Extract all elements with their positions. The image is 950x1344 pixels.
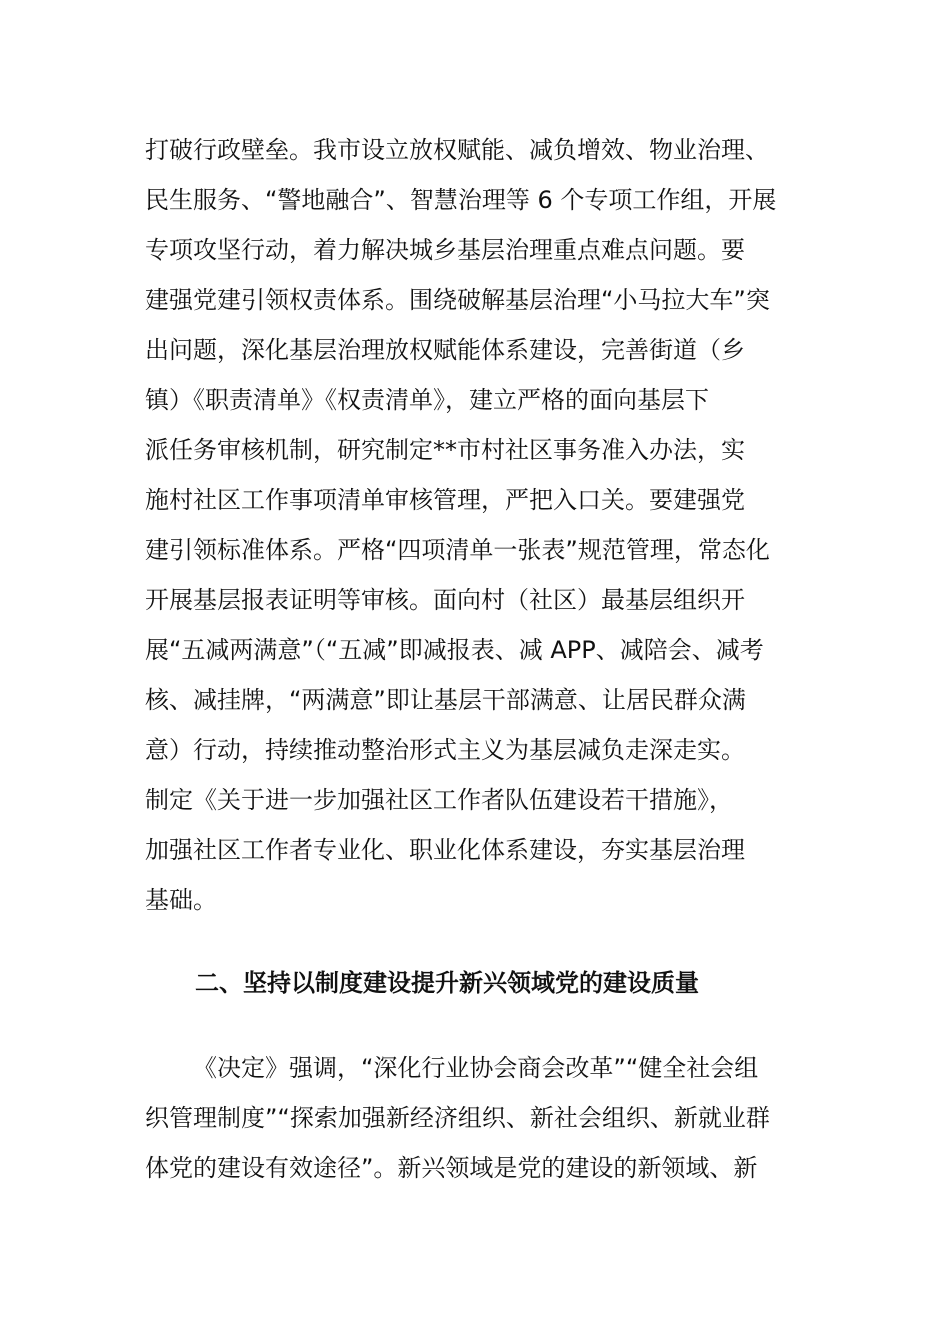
text-line: 织管理制度”“探索加强新经济组织、新社会组织、新就业群 <box>145 1104 770 1132</box>
text-line: 核、减挂牌，“两满意”即让基层干部满意、让居民群众满 <box>145 686 746 714</box>
text-line: 建强党建引领权责体系。围绕破解基层治理“小马拉大车”突 <box>145 286 770 314</box>
text-line: 《决定》强调，“深化行业协会商会改革”“健全社会组 <box>193 1054 759 1082</box>
text-line: 出问题，深化基层治理放权赋能体系建设，完善街道（乡 <box>145 336 745 364</box>
text-line: 基础。 <box>145 886 217 914</box>
text-line: 体党的建设有效途径”。新兴领域是党的建设的新领域、新 <box>145 1154 758 1182</box>
text-line: 开展基层报表证明等审核。面向村（社区）最基层组织开 <box>145 586 745 614</box>
text-line: 展“五减两满意”（“五减”即减报表、减 APP、减陪会、减考 <box>145 636 764 664</box>
text-line: 施村社区工作事项清单审核管理，严把入口关。要建强党 <box>145 486 745 514</box>
text-line: 制定《关于进一步加强社区工作者队伍建设若干措施》， <box>145 786 733 814</box>
text-line: 打破行政壁垒。我市设立放权赋能、减负增效、物业治理、 <box>145 136 769 164</box>
text-line: 意）行动，持续推动整治形式主义为基层减负走深走实。 <box>145 736 745 764</box>
text-line: 派任务审核机制，研究制定**市村社区事务准入办法，实 <box>145 436 745 464</box>
text-line: 专项攻坚行动，着力解决城乡基层治理重点难点问题。要 <box>145 236 745 264</box>
section-heading: 二、坚持以制度建设提升新兴领域党的建设质量 <box>195 969 699 997</box>
text-line: 镇）《职责清单》《权责清单》，建立严格的面向基层下 <box>145 386 709 414</box>
text-line: 加强社区工作者专业化、职业化体系建设，夯实基层治理 <box>145 836 745 864</box>
text-line: 民生服务、“警地融合”、智慧治理等 6 个专项工作组，开展 <box>145 186 777 214</box>
text-line: 建引领标准体系。严格“四项清单一张表”规范管理，常态化 <box>145 536 770 564</box>
